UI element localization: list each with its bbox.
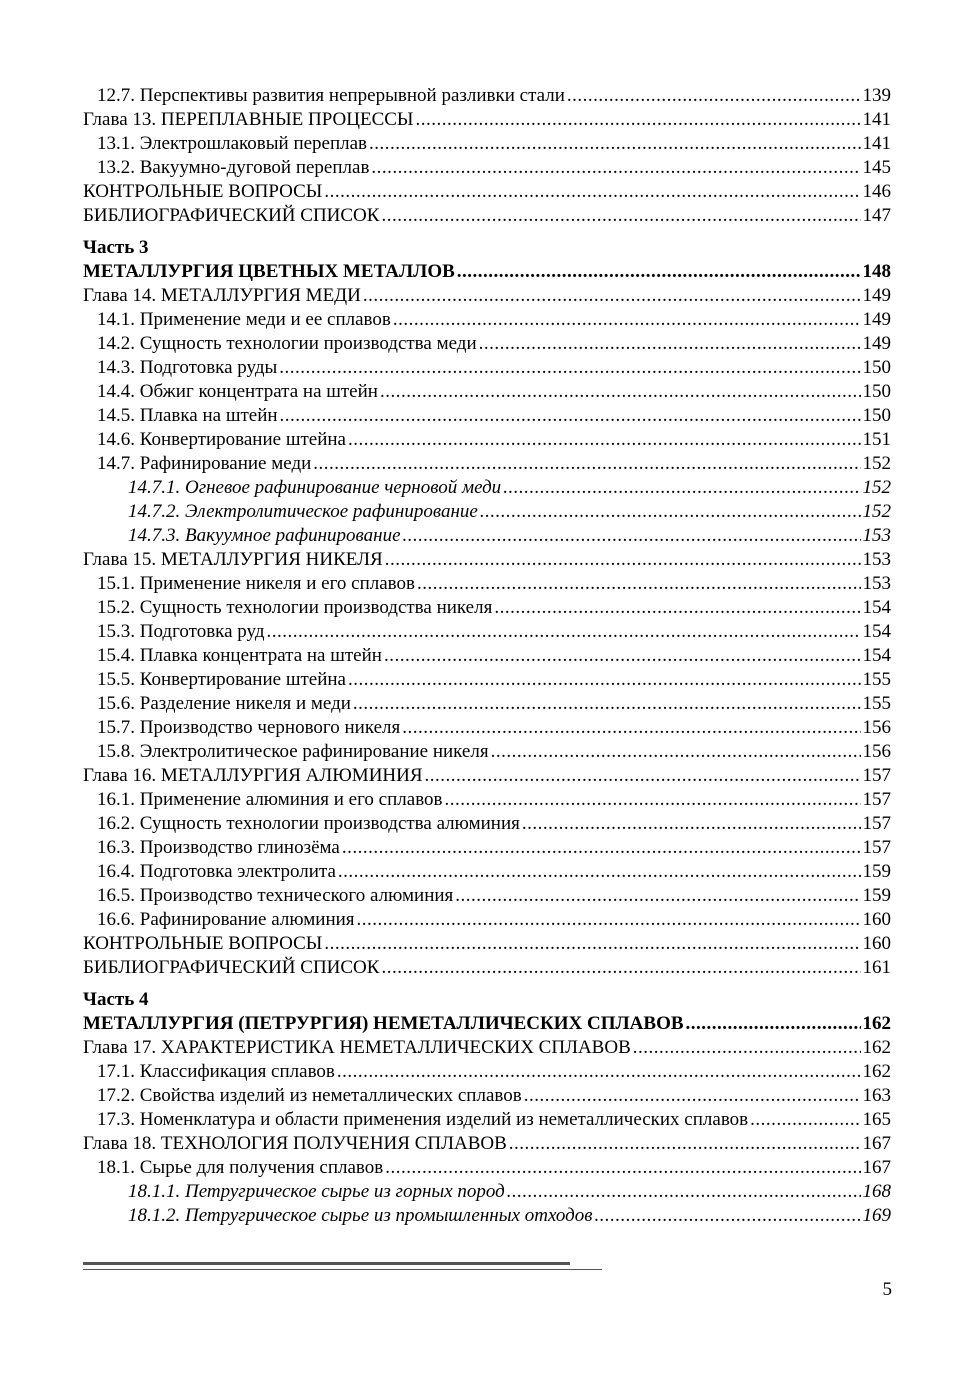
toc-entry-title: 12.7. Перспективы развития непрерывной разливки стали <box>97 85 565 106</box>
toc-entry[interactable] <box>83 404 891 428</box>
toc-entry-title: Глава 17. ХАРАКТЕРИСТИКА НЕМЕТАЛЛИЧЕСКИХ СПЛАВОВ <box>83 1037 631 1058</box>
toc-entry-page: 148 <box>862 261 891 282</box>
toc-dot-leader <box>381 204 860 228</box>
toc-entry-page: 157 <box>862 813 891 834</box>
toc-entry-page: 167 <box>862 1157 891 1178</box>
toc-entry-title: 18.1.2. Петругрическое сырье из промышленных отходов <box>128 1205 593 1226</box>
toc-entry-page: 150 <box>862 381 891 402</box>
toc-entry-title: 15.4. Плавка концентрата на штейн <box>97 645 382 666</box>
toc-entry[interactable] <box>83 132 891 156</box>
toc-entry-title: 16.3. Производство глинозёма <box>97 837 340 858</box>
toc-entry[interactable] <box>83 572 891 596</box>
toc-entry[interactable] <box>83 332 891 356</box>
toc-dot-leader <box>595 1204 861 1228</box>
toc-dot-leader <box>403 524 861 548</box>
toc-entry-page: 151 <box>862 429 891 450</box>
page-number: 5 <box>882 1279 892 1300</box>
toc-entry[interactable] <box>83 884 891 908</box>
toc-entry[interactable] <box>83 476 891 500</box>
toc-dot-leader <box>567 84 861 108</box>
footnote-rule-thick <box>83 1262 570 1265</box>
toc-entry-title: 16.2. Сущность технологии производства алюминия <box>97 813 520 834</box>
toc-entry-title: Глава 15. МЕТАЛЛУРГИЯ НИКЕЛЯ <box>83 549 383 570</box>
toc-entry[interactable] <box>83 1084 891 1108</box>
toc-dot-leader <box>342 836 861 860</box>
toc-entry-title: БИБЛИОГРАФИЧЕСКИЙ СПИСОК <box>83 205 380 226</box>
toc-entry-page: 155 <box>862 693 891 714</box>
toc-entry-title: 14.4. Обжиг концентрата на штейн <box>97 381 378 402</box>
toc-entry[interactable] <box>83 932 891 956</box>
toc-dot-leader <box>380 380 861 404</box>
part-label: Часть 3 <box>83 237 149 258</box>
toc-entry[interactable] <box>83 620 891 644</box>
toc-entry[interactable] <box>83 812 891 836</box>
toc-entry[interactable] <box>83 644 891 668</box>
toc-entry-page: 162 <box>862 1061 891 1082</box>
toc-dot-leader <box>750 1108 860 1132</box>
toc-entry-page: 168 <box>862 1181 891 1202</box>
toc-entry-title: 16.5. Производство технического алюминия <box>97 885 454 906</box>
toc-entry[interactable] <box>83 668 891 692</box>
toc-entry-page: 153 <box>862 525 891 546</box>
toc-entry-page: 165 <box>862 1109 891 1130</box>
toc-entry-title: МЕТАЛЛУРГИЯ ЦВЕТНЫХ МЕТАЛЛОВ <box>83 261 455 282</box>
toc-entry-title: Глава 13. ПЕРЕПЛАВНЫЕ ПРОЦЕССЫ <box>83 109 414 130</box>
toc-entry-page: 157 <box>862 765 891 786</box>
toc-entry-page: 152 <box>862 501 891 522</box>
toc-entry[interactable] <box>83 428 891 452</box>
toc-entry-title: 14.1. Применение меди и ее сплавов <box>97 309 391 330</box>
toc-dot-leader <box>363 284 861 308</box>
toc-dot-leader <box>402 716 860 740</box>
toc-entry-title: 14.7.1. Огневое рафинирование черновой меди <box>128 477 502 498</box>
toc-dot-leader <box>503 476 860 500</box>
toc-dot-leader <box>417 572 861 596</box>
toc-dot-leader <box>494 596 860 620</box>
toc-entry-page: 154 <box>862 621 891 642</box>
toc-entry-title: 18.1. Сырье для получения сплавов <box>97 1157 384 1178</box>
toc-entry-title: 16.1. Применение алюминия и его сплавов <box>97 789 443 810</box>
toc-entry-title: 14.7.2. Электролитическое рафинирование <box>128 501 478 522</box>
toc-entry[interactable] <box>83 84 891 108</box>
toc-entry[interactable] <box>83 308 891 332</box>
part-label: Часть 4 <box>83 989 149 1010</box>
toc-dot-leader <box>384 644 861 668</box>
toc-entry[interactable] <box>83 596 891 620</box>
toc-entry-title: 17.3. Номенклатура и области применения изделий из неметаллических сплавов <box>97 1109 749 1130</box>
toc-entry[interactable] <box>83 260 891 284</box>
toc-entry-title: 14.6. Конвертирование штейна <box>97 429 346 450</box>
toc-dot-leader <box>280 404 861 428</box>
toc-entry[interactable] <box>83 108 891 132</box>
toc-entry[interactable] <box>83 740 891 764</box>
toc-entry-page: 141 <box>862 109 891 130</box>
toc-dot-leader <box>337 1060 861 1084</box>
toc-entry-title: 14.2. Сущность технологии производства меди <box>97 333 477 354</box>
toc-entry-title: 18.1.1. Петругрическое сырье из горных пород <box>128 1181 505 1202</box>
toc-entry-title: КОНТРОЛЬНЫЕ ВОПРОСЫ <box>83 933 323 954</box>
toc-dot-leader <box>416 108 861 132</box>
toc-dot-leader <box>267 620 861 644</box>
toc-dot-leader <box>507 1180 861 1204</box>
toc-dot-leader <box>479 332 861 356</box>
toc-entry[interactable] <box>83 204 891 228</box>
toc-dot-leader <box>313 452 860 476</box>
toc-dot-leader <box>279 356 860 380</box>
toc-entry-page: 163 <box>862 1085 891 1106</box>
toc-entry-page: 141 <box>862 133 891 154</box>
toc-entry[interactable] <box>83 1132 891 1156</box>
toc-entry-page: 159 <box>862 885 891 906</box>
toc-entry[interactable] <box>83 500 891 524</box>
toc-entry-page: 162 <box>862 1037 891 1058</box>
toc-entry-title: 15.5. Конвертирование штейна <box>97 669 346 690</box>
toc-entry-page: 160 <box>862 933 891 954</box>
table-of-contents <box>83 84 891 1228</box>
toc-entry-title: 14.3. Подготовка руды <box>97 357 278 378</box>
toc-entry-page: 161 <box>862 957 891 978</box>
toc-entry-page: 162 <box>862 1013 891 1034</box>
toc-dot-leader <box>455 884 860 908</box>
toc-entry[interactable] <box>83 764 891 788</box>
toc-entry[interactable] <box>83 524 891 548</box>
toc-entry-title: Глава 14. МЕТАЛЛУРГИЯ МЕДИ <box>83 285 361 306</box>
toc-dot-leader <box>425 764 861 788</box>
toc-entry-page: 157 <box>862 837 891 858</box>
toc-entry-page: 157 <box>862 789 891 810</box>
toc-entry[interactable] <box>83 788 891 812</box>
toc-dot-leader <box>524 1084 861 1108</box>
toc-entry-page: 153 <box>862 549 891 570</box>
toc-dot-leader <box>491 740 861 764</box>
toc-entry-page: 167 <box>862 1133 891 1154</box>
toc-entry[interactable] <box>83 1060 891 1084</box>
toc-entry-page: 156 <box>862 741 891 762</box>
toc-entry-page: 147 <box>862 205 891 226</box>
toc-entry-page: 169 <box>862 1205 891 1226</box>
toc-dot-leader <box>509 1132 861 1156</box>
toc-entry-title: 15.2. Сущность технологии производства никеля <box>97 597 493 618</box>
toc-entry[interactable] <box>83 1156 891 1180</box>
toc-entry-title: Глава 18. ТЕХНОЛОГИЯ ПОЛУЧЕНИЯ СПЛАВОВ <box>83 1133 507 1154</box>
toc-entry[interactable] <box>83 452 891 476</box>
toc-entry-title: 15.1. Применение никеля и его сплавов <box>97 573 415 594</box>
toc-entry[interactable] <box>83 908 891 932</box>
toc-entry-title: 14.7. Рафинирование меди <box>97 453 312 474</box>
toc-dot-leader <box>348 668 861 692</box>
toc-dot-leader <box>686 1012 861 1036</box>
toc-entry[interactable] <box>83 156 891 180</box>
toc-entry[interactable] <box>83 1108 891 1132</box>
toc-dot-leader <box>369 132 860 156</box>
toc-dot-leader <box>633 1036 861 1060</box>
toc-entry-title: 15.3. Подготовка руд <box>97 621 265 642</box>
toc-entry[interactable] <box>83 380 891 404</box>
toc-entry-title: 16.4. Подготовка электролита <box>97 861 336 882</box>
toc-entry-title: 16.6. Рафинирование алюминия <box>97 909 355 930</box>
toc-entry[interactable] <box>83 1180 891 1204</box>
toc-entry[interactable] <box>83 1012 891 1036</box>
toc-entry-page: 146 <box>862 181 891 202</box>
toc-dot-leader <box>353 692 861 716</box>
footnote-rule-thin <box>83 1269 602 1270</box>
toc-entry-title: МЕТАЛЛУРГИЯ (ПЕТРУРГИЯ) НЕМЕТАЛЛИЧЕСКИХ СПЛАВОВ <box>83 1013 684 1034</box>
toc-entry-title: 15.6. Разделение никеля и меди <box>97 693 351 714</box>
toc-dot-leader <box>348 428 861 452</box>
toc-dot-leader <box>522 812 861 836</box>
toc-entry[interactable] <box>83 284 891 308</box>
toc-dot-leader <box>371 156 860 180</box>
toc-entry-page: 149 <box>862 309 891 330</box>
toc-dot-leader <box>480 500 861 524</box>
toc-entry[interactable] <box>83 1036 891 1060</box>
toc-entry-title: 13.1. Электрошлаковый переплав <box>97 133 368 154</box>
toc-entry[interactable] <box>83 692 891 716</box>
toc-entry-page: 139 <box>862 85 891 106</box>
toc-entry[interactable] <box>83 1204 891 1228</box>
toc-entry-page: 149 <box>862 285 891 306</box>
toc-entry[interactable] <box>83 860 891 884</box>
toc-entry-title: 17.1. Классификация сплавов <box>97 1061 335 1082</box>
toc-entry-page: 150 <box>862 405 891 426</box>
toc-entry-page: 150 <box>862 357 891 378</box>
toc-entry-title: 14.7.3. Вакуумное рафинирование <box>128 525 401 546</box>
toc-entry-page: 160 <box>862 909 891 930</box>
toc-dot-leader <box>381 956 860 980</box>
toc-entry-page: 152 <box>862 477 891 498</box>
toc-dot-leader <box>324 180 860 204</box>
toc-entry-title: КОНТРОЛЬНЫЕ ВОПРОСЫ <box>83 181 323 202</box>
toc-entry-page: 153 <box>862 573 891 594</box>
toc-dot-leader <box>393 308 861 332</box>
toc-entry-title: 17.2. Свойства изделий из неметаллических сплавов <box>97 1085 522 1106</box>
toc-dot-leader <box>385 548 861 572</box>
toc-dot-leader <box>445 788 861 812</box>
toc-entry[interactable] <box>83 180 891 204</box>
toc-entry-page: 159 <box>862 861 891 882</box>
toc-entry[interactable] <box>83 956 891 980</box>
toc-entry-page: 154 <box>862 597 891 618</box>
toc-entry-page: 156 <box>862 717 891 738</box>
toc-dot-leader <box>338 860 861 884</box>
toc-entry[interactable] <box>83 356 891 380</box>
toc-entry-title: БИБЛИОГРАФИЧЕСКИЙ СПИСОК <box>83 957 380 978</box>
toc-entry-page: 155 <box>862 669 891 690</box>
toc-entry-page: 152 <box>862 453 891 474</box>
toc-entry[interactable] <box>83 716 891 740</box>
toc-entry-title: 13.2. Вакуумно-дуговой переплав <box>97 157 370 178</box>
toc-entry-title: 15.8. Электролитическое рафинирование никеля <box>97 741 489 762</box>
toc-entry-title: 15.7. Производство чернового никеля <box>97 717 401 738</box>
toc-entry-title: Глава 16. МЕТАЛЛУРГИЯ АЛЮМИНИЯ <box>83 765 423 786</box>
toc-entry-page: 149 <box>862 333 891 354</box>
toc-entry-page: 154 <box>862 645 891 666</box>
toc-entry[interactable] <box>83 836 891 860</box>
toc-dot-leader <box>357 908 861 932</box>
toc-entry[interactable] <box>83 548 891 572</box>
toc-dot-leader <box>324 932 860 956</box>
toc-dot-leader <box>385 1156 860 1180</box>
toc-dot-leader <box>457 260 861 284</box>
toc-entry-title: 14.5. Плавка на штейн <box>97 405 278 426</box>
toc-entry-page: 145 <box>862 157 891 178</box>
